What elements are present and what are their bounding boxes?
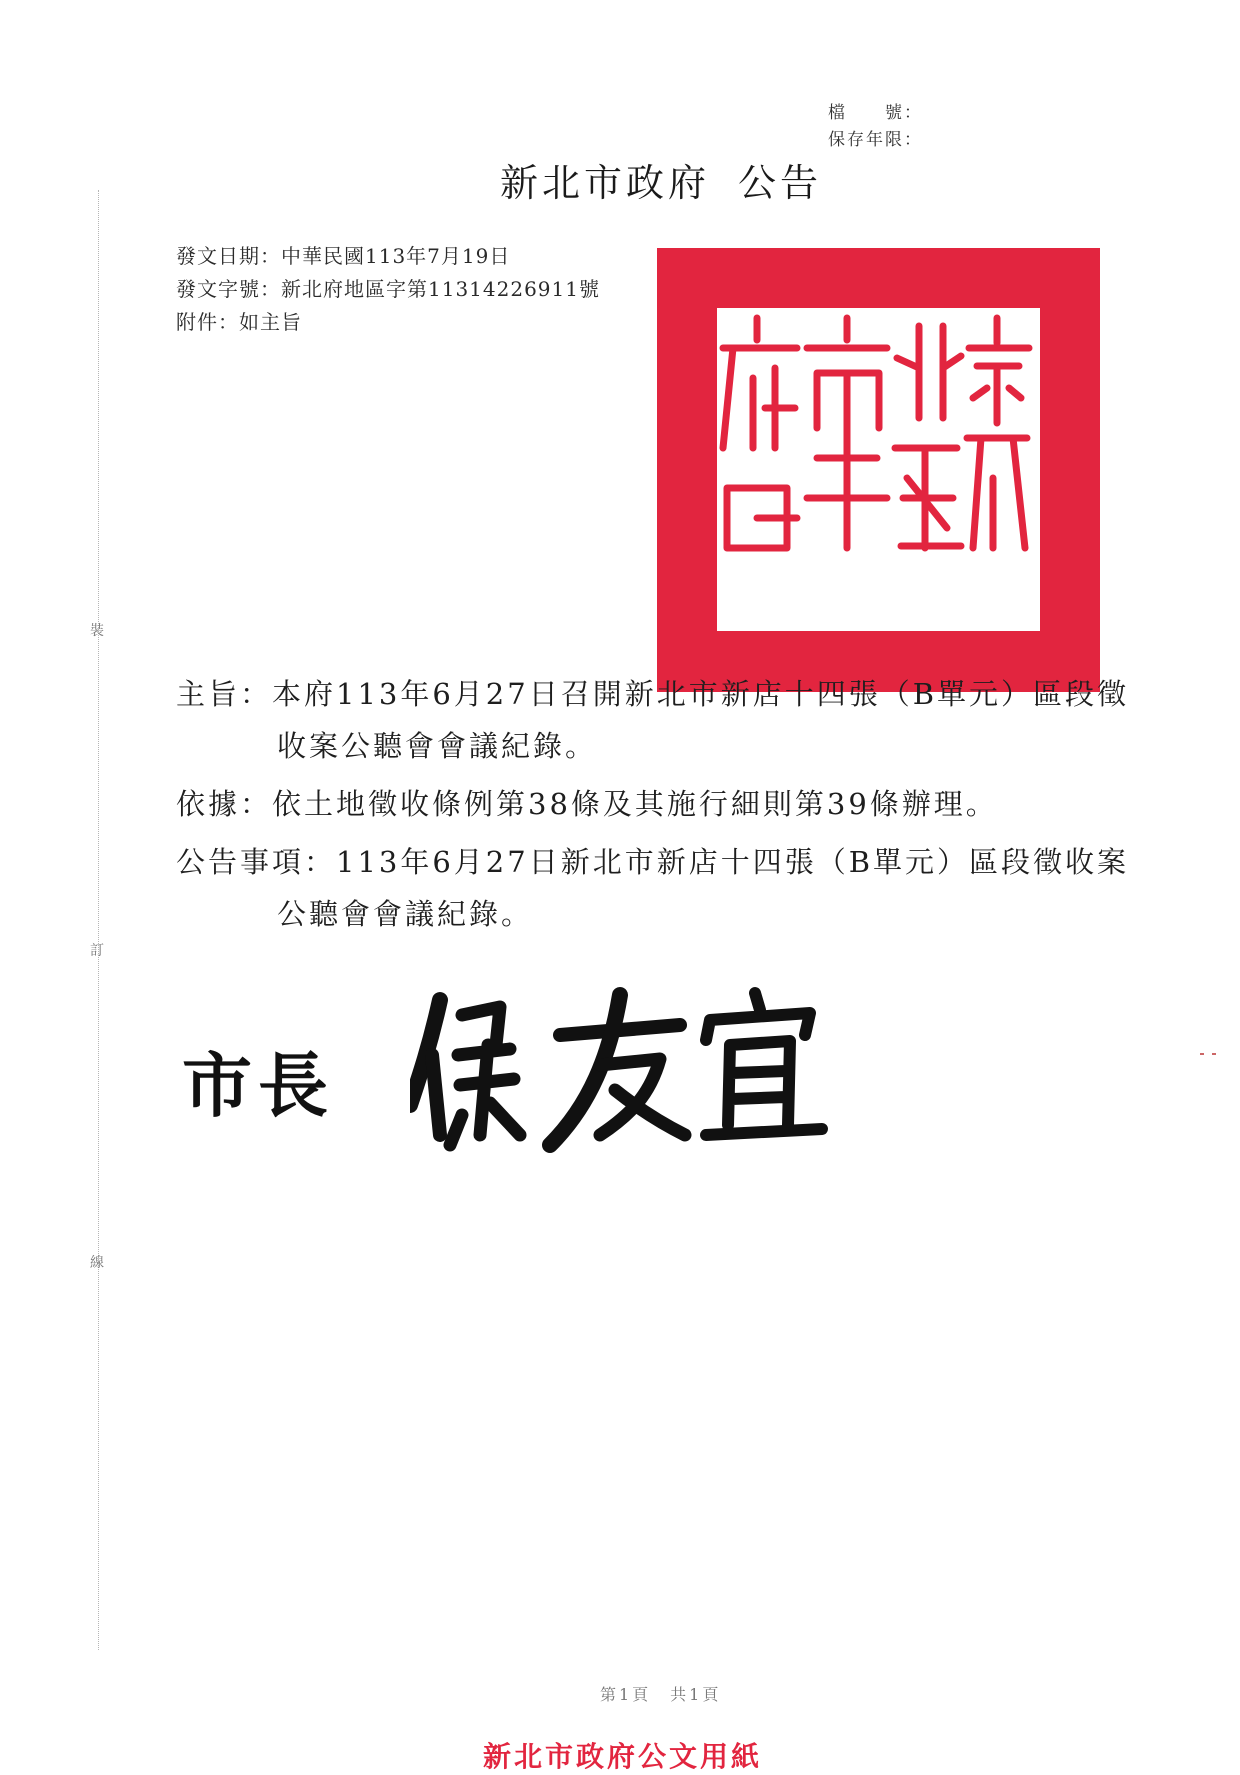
scan-speck (1200, 1053, 1204, 1055)
issue-date: 發文日期：中華民國113年7月19日 (176, 244, 511, 268)
binding-mark-middle: 訂 (90, 943, 104, 959)
binding-mark-top: 裝 (90, 623, 104, 639)
retention-label: 保存年限： (828, 130, 923, 150)
document-meta (176, 240, 600, 339)
binding-mark-bottom: 線 (90, 1255, 104, 1271)
title-agency: 新北市政府 (500, 161, 711, 205)
notice-line-1: 公告事項：113年6月27日新北市新店十四張（B單元）區段徵收案 (176, 845, 1130, 879)
notice-line-2: 公聽會會議紀錄。 (277, 897, 534, 931)
document-number: 發文字號：新北府地區字第11314226911號 (176, 277, 600, 301)
binding-margin-line (98, 190, 99, 1650)
stationery-title: 新北市政府公文用紙 (483, 1740, 763, 1773)
page-title (500, 152, 822, 207)
mayor-label: 市長 (182, 1044, 334, 1127)
attachment-note: 附件：如主旨 (176, 310, 302, 334)
mayor-signature (410, 985, 830, 1155)
page-number: 第1頁 共1頁 (600, 1685, 722, 1704)
official-seal (657, 248, 1100, 692)
doc-number-label: 檔 號： (828, 103, 923, 123)
scan-speck (1212, 1053, 1216, 1055)
seal-glyphs (657, 248, 1100, 692)
file-info (828, 100, 923, 154)
basis-line: 依據：依土地徵收條例第38條及其施行細則第39條辦理。 (176, 787, 998, 821)
subject-line-2: 收案公聽會會議紀錄。 (277, 729, 598, 763)
subject-line-1: 主旨：本府113年6月27日召開新北市新店十四張（B單元）區段徵 (176, 677, 1130, 711)
title-type: 公告 (738, 161, 823, 205)
notice-body (176, 668, 1156, 940)
